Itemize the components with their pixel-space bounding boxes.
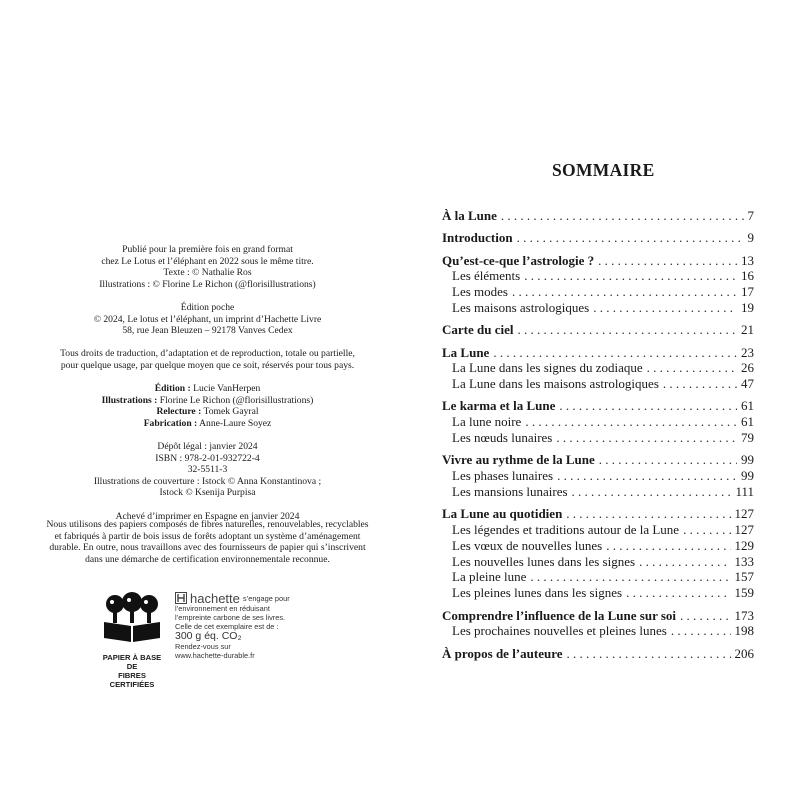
toc-chapter bbox=[442, 398, 754, 414]
toc-page-number: 133 bbox=[734, 553, 754, 569]
dot-leader bbox=[501, 208, 744, 224]
toc-page-number: 21 bbox=[741, 322, 754, 338]
dot-leader bbox=[606, 538, 730, 554]
toc-section bbox=[442, 585, 754, 601]
toc-chapter bbox=[442, 253, 754, 269]
toc-label: À la Lune bbox=[442, 208, 497, 223]
toc-page-number: 99 bbox=[741, 452, 754, 468]
toc-page-number: 157 bbox=[734, 569, 754, 585]
toc-label: Les prochaines nouvelles et pleines lunes bbox=[452, 623, 667, 639]
dot-leader bbox=[593, 300, 737, 316]
toc-section bbox=[442, 522, 754, 538]
toc-page-number: 129 bbox=[734, 537, 754, 553]
hachette-durable-block: hachette s’engage pour l’environnement en réduisant l’empreinte carbone de ses livres. Celle de cet exemplaire est de : 300 g éq. CO₂ Rendez-vous sur www.hachette-durable.fr bbox=[175, 592, 315, 660]
toc-label: Les modes bbox=[452, 284, 508, 300]
legal-line: ISBN : 978-2-01-932722-4 bbox=[155, 452, 260, 464]
toc-label: Les phases lunaires bbox=[452, 468, 554, 484]
paper-line: Nous utilisons des papiers composés de fibres naturelles, renouvelables, recyclables bbox=[46, 519, 369, 530]
toc-label: Comprendre l’influence de la Lune sur soi bbox=[442, 607, 677, 623]
toc-page-number: 9 bbox=[747, 230, 754, 246]
toc-label: Le karma et la Lune bbox=[442, 398, 556, 414]
toc-section bbox=[442, 300, 754, 316]
page-title: SOMMAIRE bbox=[552, 160, 655, 180]
toc-page-number: 159 bbox=[734, 585, 754, 601]
paper-line: et fabriqués à partir de bois issus de forêts adoptant un système d’aménagement bbox=[54, 530, 361, 542]
toc-label: Les mansions lunaires bbox=[452, 483, 568, 499]
toc-chapter bbox=[442, 608, 754, 624]
toc-section bbox=[442, 268, 754, 284]
toc-page-number: 61 bbox=[741, 414, 754, 430]
toc-chapter bbox=[442, 345, 754, 361]
team-line: Fabrication : Anne-Laure Soyez bbox=[143, 417, 272, 429]
toc-page-number: 99 bbox=[741, 468, 754, 484]
toc-chapter bbox=[442, 208, 754, 224]
legal-line: 32-5511-3 bbox=[187, 464, 228, 476]
credit-line: Texte : © Nathalie Ros bbox=[163, 267, 252, 279]
legal-line: Illustrations de couverture : Istock © Anna Konstantinova ; bbox=[93, 475, 322, 487]
toc-label: La Lune dans les signes du zodiaque bbox=[452, 360, 643, 376]
dot-leader bbox=[493, 345, 737, 361]
carbon-value: 300 g éq. CO₂ bbox=[175, 630, 242, 642]
toc-section bbox=[442, 430, 754, 446]
credit-line: 58, rue Jean Bleuzen – 92178 Vanves Cedex bbox=[122, 325, 293, 337]
toc-label: La Lune bbox=[442, 344, 490, 360]
team-line: Illustrations : Florine Le Richon (@florisillustrations) bbox=[101, 394, 314, 406]
toc-chapter bbox=[442, 322, 754, 338]
toc-page-number: 111 bbox=[735, 483, 754, 499]
toc-section bbox=[442, 414, 754, 430]
dot-leader bbox=[557, 468, 737, 484]
toc-label: La pleine lune bbox=[452, 569, 527, 585]
copyright-page bbox=[30, 244, 385, 522]
dot-leader bbox=[683, 522, 730, 538]
legal-line: Dépôt légal : janvier 2024 bbox=[157, 441, 258, 453]
toc-label: À propos de l’auteure bbox=[442, 645, 563, 661]
toc-page-number: 61 bbox=[741, 398, 754, 414]
toc-section bbox=[442, 484, 754, 500]
credit-line: chez Le Lotus et l’éléphant en 2022 sous le même titre. bbox=[101, 255, 314, 267]
toc-chapter bbox=[442, 646, 754, 662]
dot-leader bbox=[512, 284, 737, 300]
toc-page-number: 206 bbox=[734, 645, 754, 661]
toc-section bbox=[442, 284, 754, 300]
toc-page-number: 127 bbox=[734, 506, 754, 522]
credit-line: © 2024, Le lotus et l’éléphant, un imprint d’Hachette Livre bbox=[93, 313, 322, 325]
dot-leader bbox=[567, 646, 731, 662]
team-line: Édition : Lucie VanHerpen bbox=[154, 383, 261, 395]
toc-label: Les légendes et traditions autour de la Lune bbox=[452, 522, 680, 538]
toc-label: La Lune au quotidien bbox=[442, 506, 563, 522]
toc-page-number: 198 bbox=[734, 623, 754, 639]
toc-page-number: 79 bbox=[741, 430, 754, 446]
credit-line: Édition poche bbox=[180, 301, 235, 313]
toc-label: Introduction bbox=[442, 230, 513, 246]
toc-chapter bbox=[442, 230, 754, 246]
dot-leader bbox=[559, 398, 737, 414]
toc-section bbox=[442, 468, 754, 484]
dot-leader bbox=[639, 554, 730, 570]
hachette-url: www.hachette-durable.fr bbox=[175, 651, 255, 660]
toc-label: Les éléments bbox=[452, 268, 521, 284]
toc-label: Qu’est-ce-que l’astrologie ? bbox=[442, 252, 595, 268]
toc-section bbox=[442, 623, 754, 639]
toc-section bbox=[442, 554, 754, 570]
toc-page-number: 26 bbox=[741, 360, 754, 376]
toc-page-number: 23 bbox=[741, 344, 754, 360]
dot-leader bbox=[524, 268, 737, 284]
dot-leader bbox=[572, 484, 732, 500]
dot-leader bbox=[598, 253, 737, 269]
table-of-contents bbox=[442, 208, 754, 661]
dot-leader bbox=[517, 322, 737, 338]
toc-label: Vivre au rythme de la Lune bbox=[442, 452, 595, 468]
certified-fibers-logo bbox=[97, 592, 167, 689]
toc-section bbox=[442, 360, 754, 376]
toc-page-number: 7 bbox=[747, 208, 754, 223]
toc-label: Carte du ciel bbox=[442, 322, 514, 338]
certified-fibers-label: PAPIER À BASE DE FIBRES CERTIFIÉES bbox=[102, 653, 162, 689]
toc-label: Les pleines lunes dans les signes bbox=[452, 585, 623, 601]
rights-line: pour quelque usage, par quelque moyen que ce soit, réservés pour tous pays. bbox=[60, 359, 355, 371]
toc-label: La Lune dans les maisons astrologiques bbox=[452, 376, 659, 392]
paper-line: durable. En outre, nous travaillons avec des fournisseurs de papier qui s’inscrivent bbox=[49, 542, 366, 554]
toc-page-number: 127 bbox=[734, 522, 754, 538]
dot-leader bbox=[556, 430, 737, 446]
hachette-h-icon bbox=[175, 592, 187, 604]
dot-leader bbox=[680, 608, 730, 624]
dot-leader bbox=[525, 414, 737, 430]
toc-section bbox=[442, 538, 754, 554]
dot-leader bbox=[626, 585, 730, 601]
toc-section bbox=[442, 376, 754, 392]
dot-leader bbox=[663, 376, 737, 392]
credit-line: Publié pour la première fois en grand format bbox=[122, 244, 293, 255]
rights-line: Tous droits de traduction, d’adaptation et de reproduction, totale ou partielle, bbox=[60, 348, 355, 360]
toc-label: La lune noire bbox=[452, 414, 522, 430]
team-line: Relecture : Tomek Gayral bbox=[156, 406, 259, 418]
legal-line: Istock © Ksenija Purpisa bbox=[159, 487, 256, 499]
dot-leader bbox=[599, 452, 737, 468]
eco-logos bbox=[97, 590, 357, 689]
dot-leader bbox=[517, 230, 744, 246]
toc-chapter bbox=[442, 506, 754, 522]
hachette-brand: hachette bbox=[190, 590, 240, 606]
credit-line: Illustrations : © Florine Le Richon (@florisillustrations) bbox=[99, 278, 316, 290]
toc-page-number: 13 bbox=[741, 252, 754, 268]
toc-page-number: 173 bbox=[734, 607, 754, 623]
dot-leader bbox=[647, 360, 737, 376]
toc-chapter bbox=[442, 452, 754, 468]
toc-page-number: 16 bbox=[741, 268, 754, 284]
dot-leader bbox=[566, 506, 730, 522]
trees-book-icon bbox=[101, 592, 163, 648]
dot-leader bbox=[671, 623, 731, 639]
toc-label: Les vœux de nouvelles lunes bbox=[452, 537, 603, 553]
toc-page-number: 47 bbox=[741, 376, 754, 392]
toc-page-number: 17 bbox=[741, 284, 754, 300]
toc-section bbox=[442, 569, 754, 585]
toc-label: Les nouvelles lunes dans les signes bbox=[452, 553, 636, 569]
toc-label: Les nœuds lunaires bbox=[452, 430, 553, 446]
toc-label: Les maisons astrologiques bbox=[452, 299, 590, 315]
toc-page-number: 19 bbox=[741, 299, 754, 315]
dot-leader bbox=[530, 569, 730, 585]
paper-notice bbox=[30, 519, 385, 565]
printed-line: Achevé d’imprimer en Espagne en janvier 2024 bbox=[115, 510, 300, 522]
paper-line: dans une démarche de certification environnementale reconnue. bbox=[85, 553, 330, 565]
